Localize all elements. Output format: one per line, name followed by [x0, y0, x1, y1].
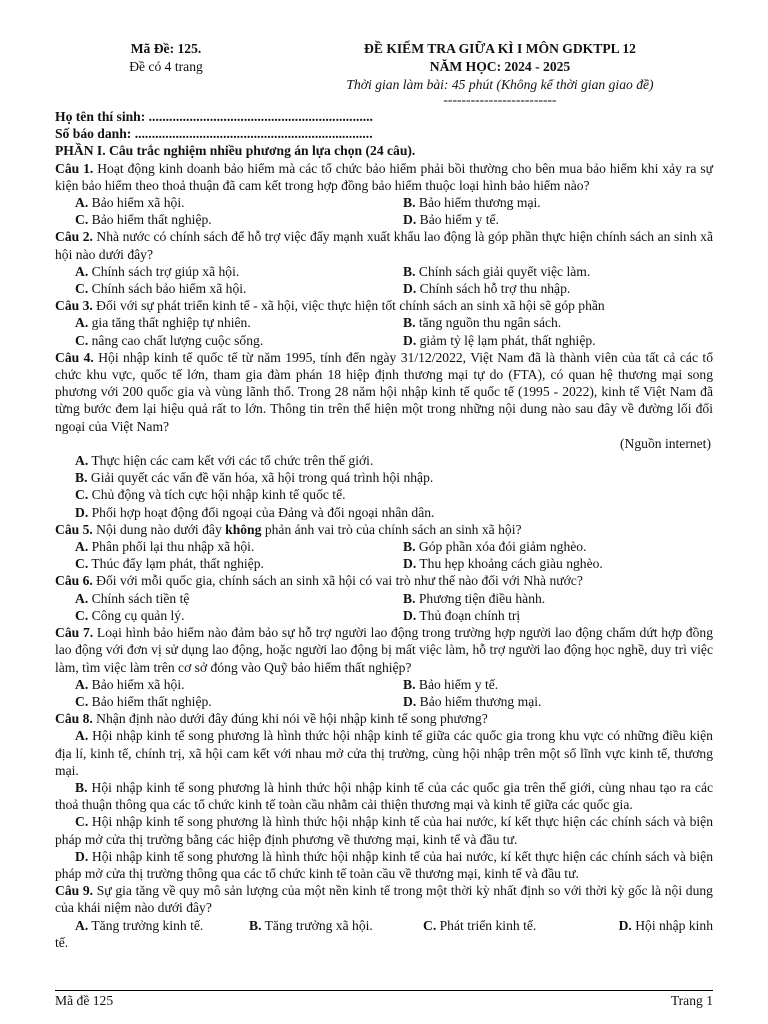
exam-content	[55, 108, 713, 951]
option-label: C.	[423, 917, 437, 933]
question-number: Câu 6.	[55, 573, 93, 589]
option-label: D.	[403, 332, 417, 348]
option-text: Chủ động và tích cực hội nhập kinh tế quốc tế.	[91, 487, 346, 503]
option-label: C.	[75, 693, 89, 709]
option-a	[55, 538, 403, 555]
option-label: C.	[75, 556, 89, 572]
option-b	[403, 676, 713, 693]
source-note: (Nguồn internet)	[620, 435, 711, 451]
option-text: Hội nhập kinh tế song phương là hình thức hội nhập kinh tế của hai nước, kí kết thực hiện các chính sách và biện pháp mở cửa thị trường bằng các hiệp định phương về thương mại, kinh tế và đầu tư.	[55, 814, 713, 847]
option-text: Thúc đẩy lạm phát, thất nghiệp.	[91, 556, 264, 572]
option-d	[403, 607, 713, 624]
question-emphasis: không	[225, 521, 262, 537]
option-label: A.	[75, 728, 89, 744]
options-row	[55, 263, 713, 280]
option-label: D.	[403, 607, 417, 623]
option-text: Chính sách bảo hiểm xã hội.	[91, 281, 247, 297]
option-text: Bảo hiểm thất nghiệp.	[91, 693, 212, 709]
question-text: Sự gia tăng về quy mô sản lượng của một nền kinh tế trong một thời kỳ nhất định so với thời kỳ gốc là nội dung của khái niệm nào dưới đây?	[55, 883, 713, 916]
option-a	[55, 452, 713, 469]
option-a	[55, 194, 403, 211]
option-label: A.	[75, 453, 89, 469]
school-year: NĂM HỌC: 2024 - 2025	[429, 59, 571, 74]
option-label: B.	[403, 263, 416, 279]
option-b	[249, 917, 423, 934]
option-d	[55, 504, 713, 521]
option-text: Góp phần xóa đói giảm nghèo.	[418, 539, 587, 555]
option-c	[55, 813, 713, 847]
option-label: A.	[75, 917, 89, 933]
option-label: D.	[403, 693, 417, 709]
option-label: C.	[75, 607, 89, 623]
option-c	[55, 555, 403, 572]
exam-title: ĐỀ KIỂM TRA GIỮA KÌ I MÔN GDKTPL 12	[364, 41, 636, 56]
footer-exam-code: Mã đề 125	[55, 993, 114, 1008]
option-text: Phát triển kinh tế.	[439, 917, 537, 933]
option-label: C.	[75, 487, 89, 503]
option-c	[55, 211, 403, 228]
option-text: Thu hẹp khoảng cách giàu nghèo.	[419, 556, 603, 572]
header-right	[300, 40, 700, 106]
option-label: A.	[75, 539, 89, 555]
footer-page-number: Trang 1	[670, 993, 713, 1008]
question-number: Câu 3.	[55, 298, 93, 314]
question-number: Câu 8.	[55, 711, 93, 727]
option-text: Chính sách giải quyết việc làm.	[418, 263, 591, 279]
question-text: Hoạt động kinh doanh bảo hiểm mà các tổ chức bảo hiểm phải bồi thường cho bên mua bảo hiểm khi xảy ra sự kiện bảo hiểm theo thoả thuận đã cam kết trong hợp đồng bảo hiểm thuộc loại hình bảo hiểm nào?	[55, 160, 713, 193]
question-number: Câu 4.	[55, 349, 94, 365]
option-text: tăng nguồn thu ngân sách.	[418, 315, 562, 331]
option-label: C.	[75, 332, 89, 348]
option-label: D.	[403, 281, 417, 297]
options-row	[55, 590, 713, 607]
option-b	[403, 538, 713, 555]
option-label: C.	[75, 814, 89, 830]
option-d	[55, 848, 713, 882]
question-2	[55, 228, 713, 262]
question-text: Loại hình bảo hiểm nào đảm bảo sự hỗ trợ người lao động trong trường hợp người lao động chấm dứt hợp đồng lao động với đơn vị sử dụng lao động, hoặc người lao động bị mất việc làm, hỗ trợ người lao động học nghề, duy trì việc làm, tìm việc làm trên cơ sở đóng vào Quỹ bảo hiểm thất nghiệp?	[55, 625, 713, 675]
option-text: Hội nhập kinh tế song phương là hình thức hội nhập kinh tế của hai nước, kí kết thực hiện các chính sách và biện pháp mở cửa thị trường thông qua các tổ chức kinh tế toàn cầu về thương mại, kinh tế và đầu tư.	[55, 848, 713, 881]
options-row	[55, 332, 713, 349]
option-text: Thực hiện các cam kết với các tổ chức trên thế giới.	[91, 453, 374, 469]
option-text: Bảo hiểm xã hội.	[91, 676, 185, 692]
option-label: B.	[75, 779, 88, 795]
option-label: D.	[403, 556, 417, 572]
option-label: B.	[403, 315, 416, 331]
option-d-continuation: tế.	[55, 934, 69, 950]
question-1	[55, 160, 713, 194]
option-d	[403, 332, 713, 349]
question-7	[55, 624, 713, 676]
option-text: Công cụ quản lý.	[91, 607, 185, 623]
option-label: B.	[403, 590, 416, 606]
page-footer	[55, 990, 713, 1009]
question-text: Nhận định nào dưới đây đúng khi nói về hội nhập kinh tế song phương?	[92, 711, 488, 727]
option-text: Hội nhập kinh	[635, 917, 713, 933]
option-label: B.	[403, 195, 416, 211]
option-text: Tăng trưởng kinh tế.	[91, 917, 204, 933]
option-label: B.	[75, 470, 88, 486]
option-c	[55, 332, 403, 349]
option-label: D.	[618, 917, 632, 933]
option-label: B.	[403, 539, 416, 555]
options-row	[55, 676, 713, 693]
option-d	[403, 555, 713, 572]
option-a	[55, 590, 403, 607]
question-number: Câu 5.	[55, 521, 93, 537]
option-d	[603, 917, 713, 934]
option-text: Giải quyết các vấn đề văn hóa, xã hội trong quá trình hội nhập.	[90, 470, 434, 486]
part-title: PHẦN I. Câu trắc nghiệm nhiều phương án lựa chọn (24 câu).	[55, 143, 416, 159]
option-d	[403, 693, 713, 710]
options-row	[55, 211, 713, 228]
option-b	[403, 314, 713, 331]
option-label: A.	[75, 195, 89, 211]
option-text: giảm tỷ lệ lạm phát, thất nghiệp.	[419, 332, 596, 348]
options-row	[55, 917, 713, 934]
question-number: Câu 9.	[55, 883, 94, 899]
option-label: A.	[75, 676, 89, 692]
option-b	[55, 469, 713, 486]
option-text: Bảo hiểm y tế.	[418, 676, 499, 692]
option-c	[423, 917, 603, 934]
option-text: Tăng trưởng xã hội.	[264, 917, 373, 933]
question-text: Hội nhập kinh tế quốc tế từ năm 1995, tính đến ngày 31/12/2022, Việt Nam đã là thành viên của tất cả các tổ chức khu vực, quốc tế lớn, tham gia đàm phán 18 hiệp định thương mại tự do (FTA), có quan hệ thương mại song phương với 200 quốc gia và vùng lãnh thổ. Trong 28 năm hội nhập kinh tế quốc tế (1995 - 2022), kinh tế Việt Nam đã từng bước đem lại hiệu quả rất to lớn. Thông tin trên thể hiện một trong những nội dung nào sau đây về đường lối đối ngoại của Việt Nam?	[55, 349, 713, 434]
option-label: C.	[75, 281, 89, 297]
question-8	[55, 710, 713, 727]
question-9	[55, 882, 713, 916]
option-b	[403, 590, 713, 607]
option-c	[55, 693, 403, 710]
option-text: Hội nhập kinh tế song phương là hình thức hội nhập kinh tế của các quốc gia trên thế giới, cùng nhau tạo ra các thoả thuận thông qua các tổ chức kinh tế toàn cầu nhằm cải thiện thương mại và kinh tế giữa các quốc gia.	[55, 779, 714, 813]
option-d	[403, 211, 713, 228]
option-text: Thủ đoạn chính trị	[419, 607, 521, 623]
option-label: D.	[75, 848, 89, 864]
question-4	[55, 349, 713, 435]
question-number: Câu 7.	[55, 625, 94, 641]
option-text: Bảo hiểm xã hội.	[91, 195, 185, 211]
option-c	[55, 486, 713, 503]
option-text: Bảo hiểm y tế.	[419, 212, 499, 228]
question-5	[55, 521, 713, 538]
option-text: Phối hợp hoạt động đối ngoại của Đảng và đối ngoại nhân dân.	[91, 504, 435, 520]
option-label: C.	[75, 212, 89, 228]
option-a	[55, 314, 403, 331]
option-a	[55, 676, 403, 693]
options-row	[55, 538, 713, 555]
option-text: Bảo hiểm thương mại.	[419, 693, 542, 709]
student-name-line: Họ tên thí sinh: ..................................................................	[55, 109, 373, 124]
student-id-line: Số báo danh: ......................................................................	[55, 126, 373, 142]
header-divider: -------------------------	[443, 92, 557, 107]
exam-code: Mã Đề: 125.	[130, 41, 202, 56]
option-text: gia tăng thất nghiệp tự nhiên.	[91, 315, 251, 331]
option-text: nâng cao chất lượng cuộc sống.	[91, 332, 264, 348]
option-text: Phương tiện điều hành.	[418, 590, 546, 606]
option-label: D.	[75, 504, 89, 520]
option-c	[55, 607, 403, 624]
option-d	[403, 280, 713, 297]
question-6	[55, 572, 713, 589]
option-label: A.	[75, 590, 89, 606]
options-row	[55, 314, 713, 331]
options-row	[55, 194, 713, 211]
option-text: Bảo hiểm thương mại.	[418, 195, 541, 211]
option-a	[75, 917, 249, 934]
page-count: Đề có 4 trang	[129, 59, 203, 74]
option-text: Phân phối lại thu nhập xã hội.	[91, 539, 255, 555]
option-label: A.	[75, 315, 89, 331]
question-text: Đối với mỗi quốc gia, chính sách an sinh xã hội có vai trò như thế nào đối với Nhà nước?	[92, 573, 583, 589]
option-text: Hội nhập kinh tế song phương là hình thức hội nhập kinh tế giữa các quốc gia trong khu vực có những điều kiện địa lí, kinh tế, chính trị, xã hội cam kết với nhau mở cửa thị trường, cùng hội nhập trên một số lĩnh vực kinh tế, thương mại.	[55, 728, 713, 778]
question-3	[55, 297, 713, 314]
option-label: B.	[249, 917, 262, 933]
options-row	[55, 693, 713, 710]
option-a	[55, 727, 713, 779]
option-a	[55, 263, 403, 280]
options-row	[55, 607, 713, 624]
option-text: Bảo hiểm thất nghiệp.	[91, 212, 212, 228]
option-b	[403, 194, 713, 211]
question-text: phản ánh vai trò của chính sách an sinh xã hội?	[261, 521, 522, 537]
question-text: Nội dung nào dưới đây	[92, 521, 226, 537]
options-row	[55, 555, 713, 572]
option-b	[403, 263, 713, 280]
question-text: Đối với sự phát triển kinh tế - xã hội, việc thực hiện tốt chính sách an sinh xã hội sẽ góp phần	[92, 298, 605, 314]
option-label: D.	[403, 212, 417, 228]
option-b	[55, 779, 713, 813]
question-number: Câu 1.	[55, 160, 94, 176]
header-left	[66, 40, 266, 76]
option-text: Chính sách trợ giúp xã hội.	[91, 263, 240, 279]
question-number: Câu 2.	[55, 229, 93, 245]
question-text: Nhà nước có chính sách để hỗ trợ việc đẩy mạnh xuất khẩu lao động là góp phần thực hiện chính sách an sinh xã hội nào dưới đây?	[55, 229, 713, 262]
option-label: B.	[403, 676, 416, 692]
option-label: A.	[75, 263, 89, 279]
option-text: Chính sách tiền tệ	[91, 590, 190, 606]
option-c	[55, 280, 403, 297]
time-limit: Thời gian làm bài: 45 phút (Không kể thời gian giao đề)	[346, 77, 654, 92]
options-row	[55, 280, 713, 297]
option-text: Chính sách hỗ trợ thu nhập.	[419, 281, 571, 297]
